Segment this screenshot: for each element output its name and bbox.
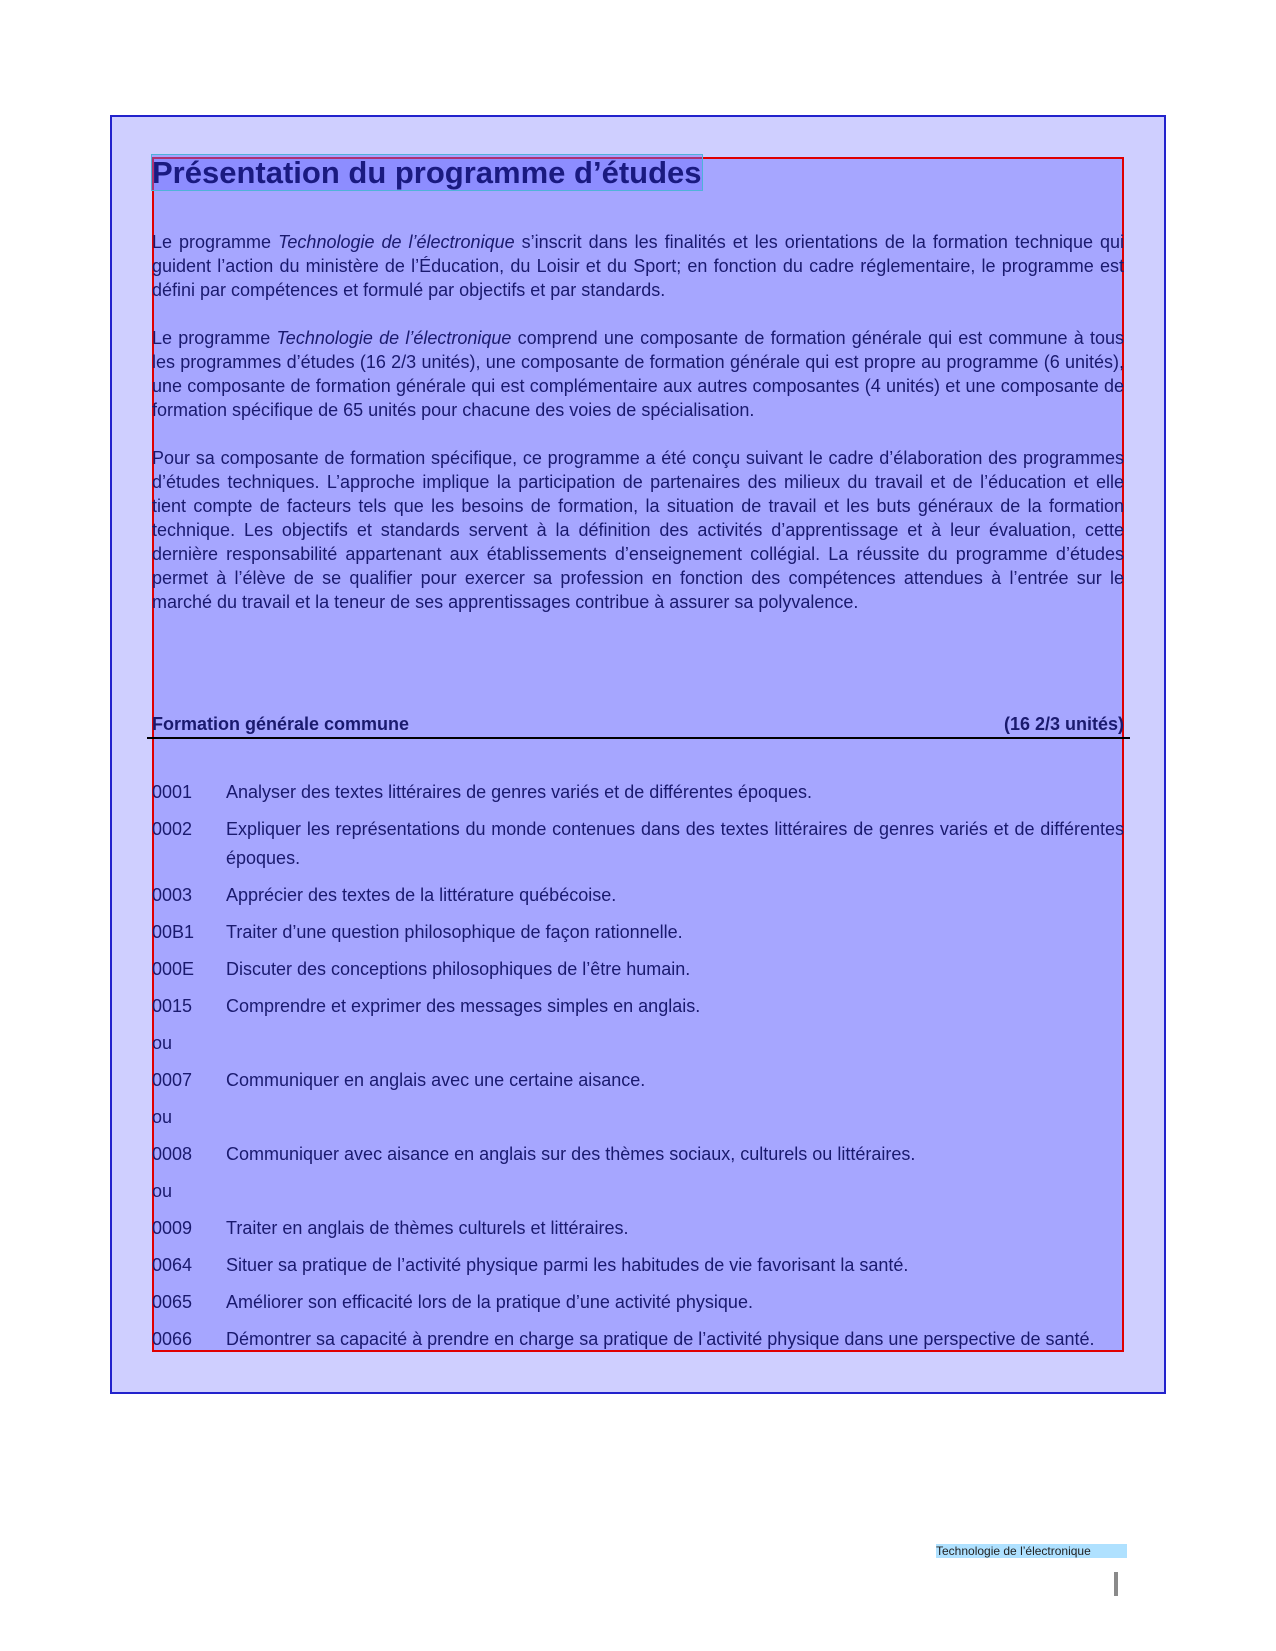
competency-text: Améliorer son efficacité lors de la pratique d’une activité physique.	[226, 1292, 753, 1312]
paragraph-3: Pour sa composante de formation spécifique, ce programme a été conçu suivant le cadre d’élaboration des programmes d’études techniques. L’approche implique la participation de partenaires des milieux du travail et de l’éducation et elle tient compte de facteurs tels que les besoins de formation, la situation de travail et les buts généraux de la formation technique. Les objectifs et standards servent à la définition des activités d’apprentissage et à leur évaluation, cette dernière responsabilité appartenant aux établissements d’enseignement collégial. La réussite du programme d’études permet à l’élève de se qualifier pour exercer sa profession en fonction des compétences attendues à l’entrée sur le marché du travail et la teneur de ses apprentissages contribue à assurer sa polyvalence.	[152, 448, 1124, 612]
page-title: Présentation du programme d’études	[152, 155, 702, 190]
paragraph-2: Le programme Technologie de l’électronique comprend une composante de formation générale qui est commune à tous les programmes d’études (16 2/3 unités), une composante de formation générale qui est propre au programme (6 unités), une composante de formation générale qui est complémentaire aux autres composantes (4 unités) et une composante de formation spécifique de 65 unités pour chacune des voies de spécialisation.	[152, 328, 1124, 420]
section-title: Formation générale commune	[152, 714, 410, 734]
competency-text: Démontrer sa capacité à prendre en charge sa pratique de l’activité physique dans une perspective de santé.	[226, 1329, 1095, 1349]
footer-title: Technologie de l’électronique	[936, 1544, 1127, 1558]
or-separator: ou	[152, 1181, 173, 1201]
section-units: (16 2/3 unités)	[1003, 714, 1124, 734]
list-item	[152, 1251, 1124, 1280]
list-item	[152, 778, 1124, 807]
competency-code: 0065	[152, 1292, 193, 1312]
list-item	[152, 955, 1124, 984]
competency-code: 0009	[152, 1218, 193, 1238]
competency-text: Expliquer les représentations du monde contenues dans des textes littéraires de genres variés et de différentes époques.	[226, 819, 1124, 868]
competency-text: Communiquer avec aisance en anglais sur des thèmes sociaux, culturels ou littéraires.	[226, 1144, 916, 1164]
competency-text: Comprendre et exprimer des messages simples en anglais.	[226, 996, 701, 1016]
or-separator: ou	[152, 1033, 173, 1053]
list-item	[152, 881, 1124, 910]
competency-code: 00B1	[152, 922, 195, 942]
list-item	[152, 1140, 1124, 1169]
paragraph-1: Le programme Technologie de l’électronique s’inscrit dans les finalités et les orientations de la formation technique qui guident l’action du ministère de l’Éducation, du Loisir et du Sport; en fonction du cadre réglementaire, le programme est défini par compétences et formulé par objectifs et par standards.	[152, 232, 1124, 300]
competency-text: Situer sa pratique de l’activité physique parmi les habitudes de vie favorisant la santé.	[226, 1255, 909, 1275]
page-number-bar	[1114, 1572, 1118, 1596]
section-heading	[152, 713, 1124, 735]
competency-code: 0003	[152, 885, 193, 905]
competency-text: Traiter en anglais de thèmes culturels et littéraires.	[226, 1218, 629, 1238]
list-item	[152, 1325, 1124, 1354]
list-item	[152, 1066, 1124, 1095]
list-item	[152, 815, 1124, 873]
competency-code: 000E	[152, 959, 195, 979]
competency-code: 0064	[152, 1255, 193, 1275]
section-divider	[147, 737, 1130, 739]
competency-text: Analyser des textes littéraires de genres variés et de différentes époques.	[226, 782, 813, 802]
competency-text: Traiter d’une question philosophique de façon rationnelle.	[226, 922, 683, 942]
competency-text: Communiquer en anglais avec une certaine aisance.	[226, 1070, 646, 1090]
competency-text: Apprécier des textes de la littérature québécoise.	[226, 885, 617, 905]
document-body	[152, 157, 1124, 614]
or-separator: ou	[152, 1107, 173, 1127]
competency-code: 0008	[152, 1144, 193, 1164]
list-item	[152, 1214, 1124, 1243]
list-item	[152, 992, 1124, 1021]
competency-code: 0001	[152, 782, 193, 802]
competency-text: Discuter des conceptions philosophiques de l’être humain.	[226, 959, 691, 979]
competency-code: 0007	[152, 1070, 193, 1090]
competency-code: 0066	[152, 1329, 193, 1349]
competency-list	[152, 778, 1124, 1362]
competency-code: 0002	[152, 819, 193, 839]
list-item	[152, 918, 1124, 947]
competency-code: 0015	[152, 996, 193, 1016]
list-item	[152, 1288, 1124, 1317]
